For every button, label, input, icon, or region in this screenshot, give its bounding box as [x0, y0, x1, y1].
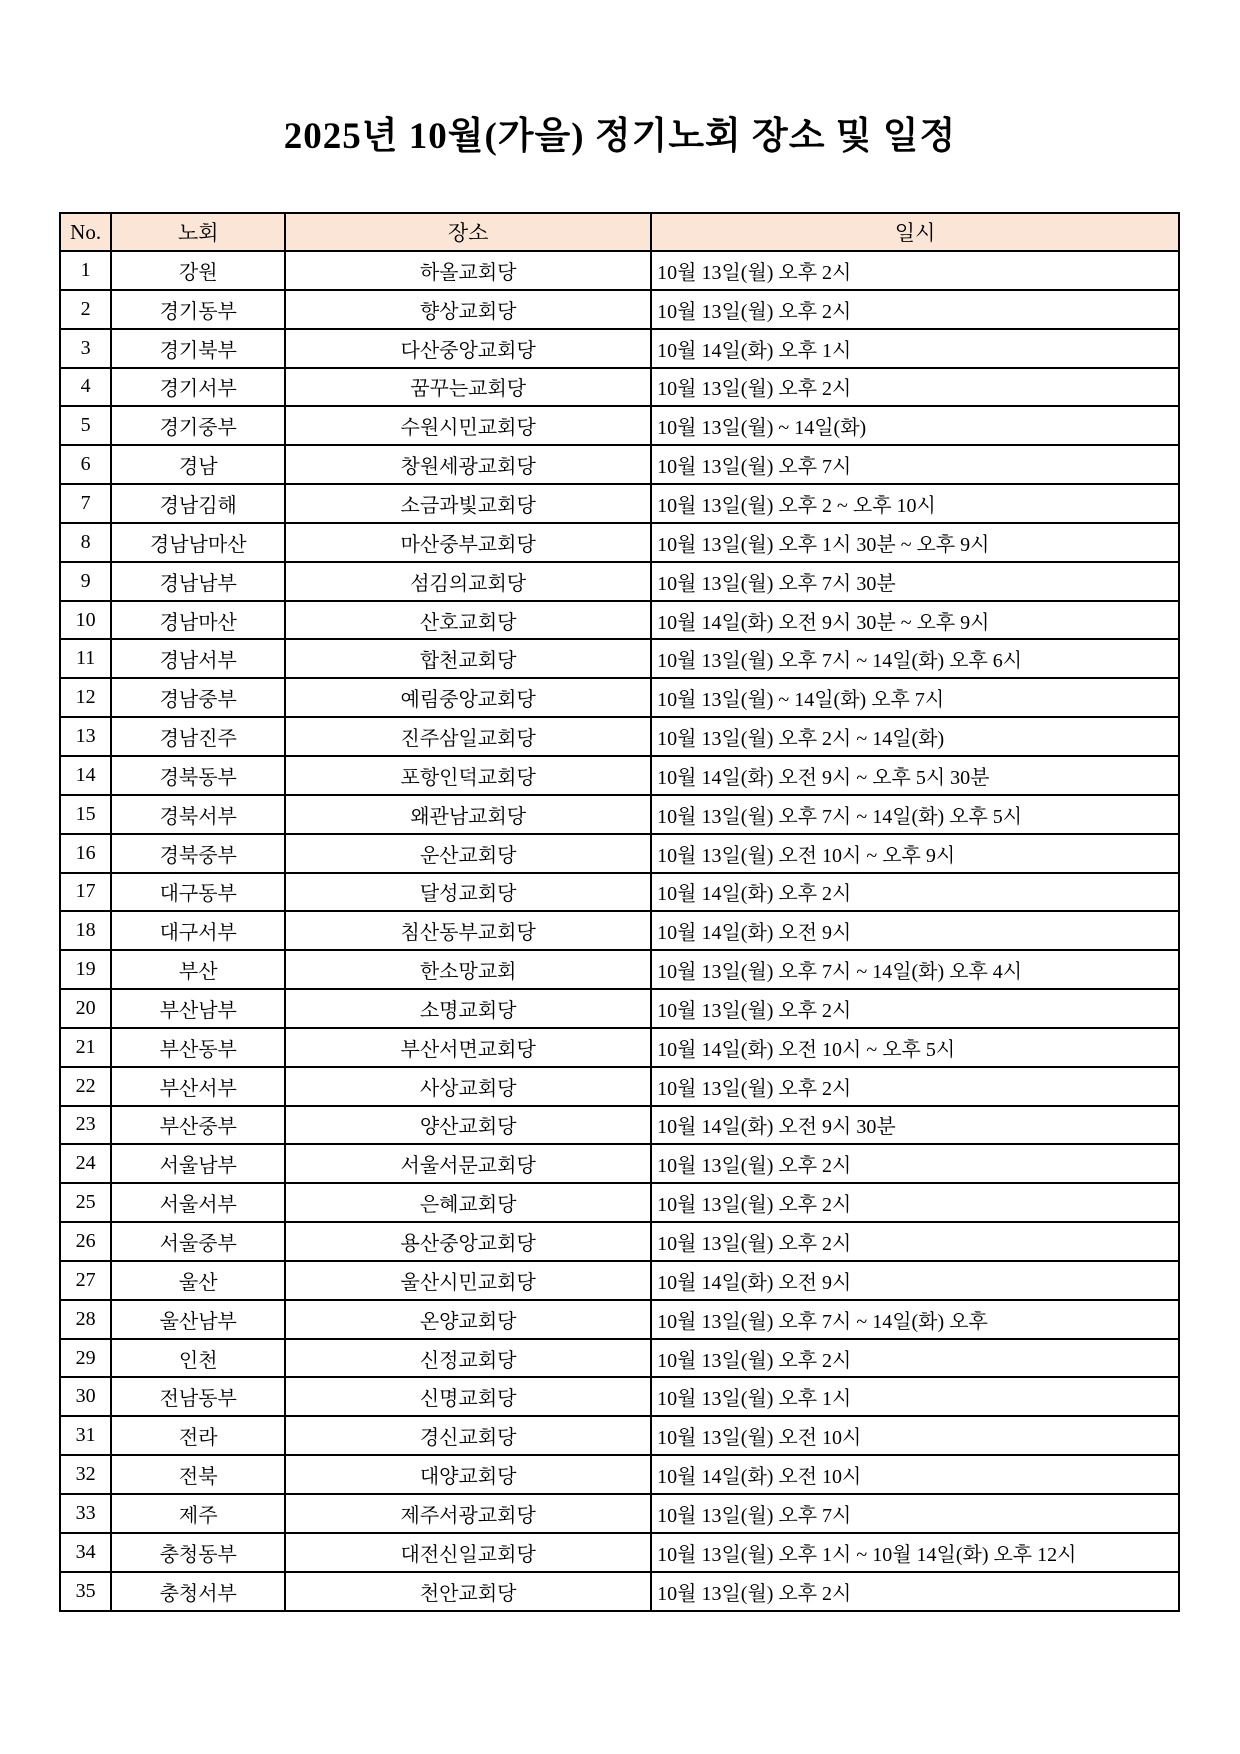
cell-datetime: 10월 13일(월) 오후 7시 30분	[651, 562, 1179, 601]
cell-place: 하올교회당	[285, 251, 651, 290]
cell-presbytery: 경남	[111, 445, 285, 484]
cell-no: 33	[60, 1494, 111, 1533]
cell-datetime: 10월 14일(화) 오전 9시 30분	[651, 1106, 1179, 1145]
cell-no: 18	[60, 911, 111, 950]
cell-datetime: 10월 13일(월) ~ 14일(화) 오후 7시	[651, 678, 1179, 717]
column-header-datetime: 일시	[651, 213, 1179, 251]
table-row	[60, 1377, 1179, 1416]
table-row	[60, 911, 1179, 950]
table-row	[60, 484, 1179, 523]
cell-no: 4	[60, 368, 111, 407]
column-header-no: No.	[60, 213, 111, 251]
table-row	[60, 717, 1179, 756]
cell-place: 울산시민교회당	[285, 1261, 651, 1300]
cell-datetime: 10월 13일(월) ~ 14일(화)	[651, 406, 1179, 445]
cell-no: 22	[60, 1067, 111, 1106]
table-row	[60, 639, 1179, 678]
cell-presbytery: 충청동부	[111, 1533, 285, 1572]
cell-place: 달성교회당	[285, 873, 651, 912]
cell-presbytery: 경기중부	[111, 406, 285, 445]
cell-presbytery: 경남김해	[111, 484, 285, 523]
cell-no: 7	[60, 484, 111, 523]
cell-datetime: 10월 14일(화) 오후 2시	[651, 873, 1179, 912]
cell-no: 11	[60, 639, 111, 678]
table-row	[60, 1300, 1179, 1339]
table-row	[60, 1533, 1179, 1572]
cell-place: 대전신일교회당	[285, 1533, 651, 1572]
cell-datetime: 10월 13일(월) 오후 1시 30분 ~ 오후 9시	[651, 523, 1179, 562]
table-row	[60, 795, 1179, 834]
table-row	[60, 1494, 1179, 1533]
table-row	[60, 1416, 1179, 1455]
cell-datetime: 10월 13일(월) 오후 2 ~ 오후 10시	[651, 484, 1179, 523]
cell-presbytery: 제주	[111, 1494, 285, 1533]
cell-no: 21	[60, 1028, 111, 1067]
cell-presbytery: 인천	[111, 1339, 285, 1378]
cell-datetime: 10월 13일(월) 오후 7시	[651, 1494, 1179, 1533]
cell-no: 27	[60, 1261, 111, 1300]
cell-place: 소명교회당	[285, 989, 651, 1028]
cell-no: 28	[60, 1300, 111, 1339]
table-row	[60, 1261, 1179, 1300]
table-row	[60, 601, 1179, 640]
cell-place: 향상교회당	[285, 290, 651, 329]
cell-place: 수원시민교회당	[285, 406, 651, 445]
cell-no: 10	[60, 601, 111, 640]
cell-presbytery: 경기북부	[111, 329, 285, 368]
cell-place: 운산교회당	[285, 834, 651, 873]
cell-no: 30	[60, 1377, 111, 1416]
cell-datetime: 10월 13일(월) 오후 1시 ~ 10월 14일(화) 오후 12시	[651, 1533, 1179, 1572]
cell-place: 양산교회당	[285, 1106, 651, 1145]
table-row	[60, 1028, 1179, 1067]
cell-presbytery: 경남마산	[111, 601, 285, 640]
table-row	[60, 368, 1179, 407]
cell-no: 17	[60, 873, 111, 912]
cell-presbytery: 서울서부	[111, 1183, 285, 1222]
cell-no: 26	[60, 1222, 111, 1261]
table-row	[60, 329, 1179, 368]
table-row	[60, 1339, 1179, 1378]
cell-no: 13	[60, 717, 111, 756]
cell-place: 꿈꾸는교회당	[285, 368, 651, 407]
cell-place: 창원세광교회당	[285, 445, 651, 484]
column-header-place: 장소	[285, 213, 651, 251]
cell-presbytery: 강원	[111, 251, 285, 290]
cell-presbytery: 경남남부	[111, 562, 285, 601]
cell-place: 마산중부교회당	[285, 523, 651, 562]
cell-datetime: 10월 13일(월) 오후 2시	[651, 1222, 1179, 1261]
cell-datetime: 10월 14일(화) 오후 1시	[651, 329, 1179, 368]
cell-datetime: 10월 13일(월) 오후 7시 ~ 14일(화) 오후 4시	[651, 950, 1179, 989]
cell-no: 8	[60, 523, 111, 562]
cell-place: 용산중앙교회당	[285, 1222, 651, 1261]
table-row	[60, 950, 1179, 989]
cell-no: 29	[60, 1339, 111, 1378]
cell-place: 신정교회당	[285, 1339, 651, 1378]
cell-no: 15	[60, 795, 111, 834]
table-row	[60, 678, 1179, 717]
cell-datetime: 10월 13일(월) 오후 2시	[651, 368, 1179, 407]
cell-presbytery: 울산남부	[111, 1300, 285, 1339]
cell-no: 23	[60, 1106, 111, 1145]
cell-presbytery: 대구서부	[111, 911, 285, 950]
cell-datetime: 10월 13일(월) 오후 2시	[651, 1067, 1179, 1106]
cell-presbytery: 부산남부	[111, 989, 285, 1028]
cell-presbytery: 경기서부	[111, 368, 285, 407]
cell-no: 31	[60, 1416, 111, 1455]
cell-no: 19	[60, 950, 111, 989]
table-row	[60, 445, 1179, 484]
cell-place: 서울서문교회당	[285, 1144, 651, 1183]
cell-presbytery: 경남중부	[111, 678, 285, 717]
cell-presbytery: 전남동부	[111, 1377, 285, 1416]
cell-place: 제주서광교회당	[285, 1494, 651, 1533]
cell-place: 왜관남교회당	[285, 795, 651, 834]
table-row	[60, 1222, 1179, 1261]
cell-no: 24	[60, 1144, 111, 1183]
cell-datetime: 10월 14일(화) 오전 10시	[651, 1455, 1179, 1494]
cell-place: 한소망교회	[285, 950, 651, 989]
page-title: 2025년 10월(가을) 정기노회 장소 및 일정	[283, 116, 957, 157]
cell-datetime: 10월 14일(화) 오전 9시 ~ 오후 5시 30분	[651, 756, 1179, 795]
cell-presbytery: 전북	[111, 1455, 285, 1494]
table-row	[60, 1183, 1179, 1222]
cell-datetime: 10월 13일(월) 오후 2시	[651, 1183, 1179, 1222]
table-row	[60, 1144, 1179, 1183]
cell-no: 16	[60, 834, 111, 873]
cell-datetime: 10월 14일(화) 오전 9시	[651, 1261, 1179, 1300]
cell-datetime: 10월 13일(월) 오후 7시 ~ 14일(화) 오후 5시	[651, 795, 1179, 834]
cell-presbytery: 울산	[111, 1261, 285, 1300]
cell-no: 9	[60, 562, 111, 601]
cell-presbytery: 부산동부	[111, 1028, 285, 1067]
table-row	[60, 562, 1179, 601]
cell-datetime: 10월 13일(월) 오후 1시	[651, 1377, 1179, 1416]
cell-place: 경신교회당	[285, 1416, 651, 1455]
cell-no: 14	[60, 756, 111, 795]
cell-presbytery: 대구동부	[111, 873, 285, 912]
cell-datetime: 10월 13일(월) 오후 7시 ~ 14일(화) 오후 6시	[651, 639, 1179, 678]
table-row	[60, 290, 1179, 329]
cell-place: 은혜교회당	[285, 1183, 651, 1222]
table-row	[60, 1106, 1179, 1145]
schedule-table	[59, 212, 1180, 1612]
cell-datetime: 10월 13일(월) 오후 7시	[651, 445, 1179, 484]
cell-no: 6	[60, 445, 111, 484]
cell-no: 1	[60, 251, 111, 290]
table-body	[60, 251, 1179, 1611]
table-row	[60, 1572, 1179, 1611]
cell-presbytery: 경남남마산	[111, 523, 285, 562]
cell-place: 예림중앙교회당	[285, 678, 651, 717]
table-row	[60, 1455, 1179, 1494]
table-row	[60, 989, 1179, 1028]
table-row	[60, 251, 1179, 290]
cell-datetime: 10월 13일(월) 오후 2시	[651, 290, 1179, 329]
cell-datetime: 10월 13일(월) 오후 2시	[651, 989, 1179, 1028]
cell-presbytery: 경북서부	[111, 795, 285, 834]
table-row	[60, 406, 1179, 445]
cell-place: 산호교회당	[285, 601, 651, 640]
cell-datetime: 10월 13일(월) 오전 10시 ~ 오후 9시	[651, 834, 1179, 873]
cell-datetime: 10월 13일(월) 오후 2시	[651, 1572, 1179, 1611]
cell-no: 34	[60, 1533, 111, 1572]
cell-presbytery: 부산	[111, 950, 285, 989]
cell-presbytery: 경남진주	[111, 717, 285, 756]
cell-presbytery: 경북동부	[111, 756, 285, 795]
cell-no: 35	[60, 1572, 111, 1611]
cell-presbytery: 서울중부	[111, 1222, 285, 1261]
cell-no: 5	[60, 406, 111, 445]
cell-place: 부산서면교회당	[285, 1028, 651, 1067]
cell-place: 대양교회당	[285, 1455, 651, 1494]
cell-presbytery: 부산중부	[111, 1106, 285, 1145]
cell-place: 섬김의교회당	[285, 562, 651, 601]
table-row	[60, 873, 1179, 912]
cell-datetime: 10월 14일(화) 오전 9시 30분 ~ 오후 9시	[651, 601, 1179, 640]
cell-presbytery: 전라	[111, 1416, 285, 1455]
cell-datetime: 10월 13일(월) 오후 7시 ~ 14일(화) 오후	[651, 1300, 1179, 1339]
cell-presbytery: 서울남부	[111, 1144, 285, 1183]
table-header-row	[60, 213, 1179, 251]
table-row	[60, 756, 1179, 795]
cell-datetime: 10월 14일(화) 오전 10시 ~ 오후 5시	[651, 1028, 1179, 1067]
cell-presbytery: 경남서부	[111, 639, 285, 678]
cell-datetime: 10월 13일(월) 오후 2시 ~ 14일(화)	[651, 717, 1179, 756]
cell-place: 합천교회당	[285, 639, 651, 678]
cell-place: 온양교회당	[285, 1300, 651, 1339]
cell-datetime: 10월 14일(화) 오전 9시	[651, 911, 1179, 950]
cell-place: 신명교회당	[285, 1377, 651, 1416]
cell-datetime: 10월 13일(월) 오후 2시	[651, 251, 1179, 290]
cell-presbytery: 경북중부	[111, 834, 285, 873]
cell-presbytery: 부산서부	[111, 1067, 285, 1106]
cell-no: 2	[60, 290, 111, 329]
cell-place: 침산동부교회당	[285, 911, 651, 950]
cell-place: 천안교회당	[285, 1572, 651, 1611]
cell-no: 3	[60, 329, 111, 368]
column-header-presbytery: 노회	[111, 213, 285, 251]
table-row	[60, 523, 1179, 562]
table-row	[60, 1067, 1179, 1106]
cell-place: 다산중앙교회당	[285, 329, 651, 368]
cell-no: 32	[60, 1455, 111, 1494]
cell-place: 진주삼일교회당	[285, 717, 651, 756]
cell-no: 20	[60, 989, 111, 1028]
cell-presbytery: 충청서부	[111, 1572, 285, 1611]
cell-place: 사상교회당	[285, 1067, 651, 1106]
cell-datetime: 10월 13일(월) 오후 2시	[651, 1144, 1179, 1183]
cell-no: 25	[60, 1183, 111, 1222]
cell-no: 12	[60, 678, 111, 717]
cell-datetime: 10월 13일(월) 오후 2시	[651, 1339, 1179, 1378]
table-row	[60, 834, 1179, 873]
cell-presbytery: 경기동부	[111, 290, 285, 329]
cell-place: 포항인덕교회당	[285, 756, 651, 795]
cell-place: 소금과빛교회당	[285, 484, 651, 523]
cell-datetime: 10월 13일(월) 오전 10시	[651, 1416, 1179, 1455]
